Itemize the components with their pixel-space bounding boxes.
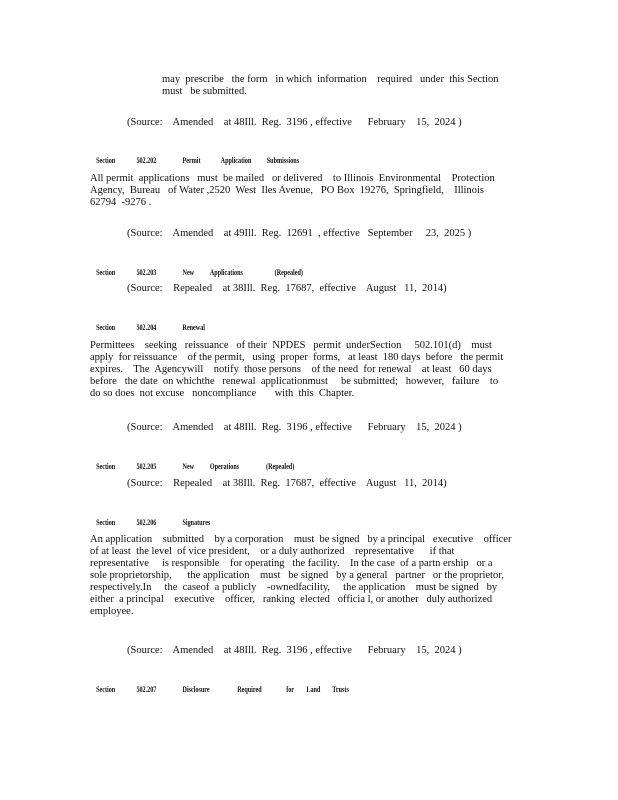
heading-word: Trusts: [332, 684, 349, 694]
heading-word: Submissions: [266, 155, 300, 165]
paragraph-502-204: [90, 340, 520, 400]
text-line: representative is responsible for operating the facility. In the case of a partn ership or a: [90, 558, 493, 569]
text-line: before the date on whichthe renewal applicationmust be submitted; however, failure to: [90, 376, 499, 387]
section-heading-502-204: [90, 312, 205, 342]
section-heading-502-202: [90, 145, 299, 175]
text-line: Permittees seeking reissuance of their NPDES permit underSection 502.101(d) must: [90, 340, 492, 351]
text-line: may prescribe the form in which information required under this Section: [162, 74, 499, 85]
section-word: Section: [96, 267, 116, 277]
section-word: Section: [96, 155, 116, 165]
text-line: expires. The Agencywill notify those persons of the need for renewal at least 60 days: [90, 364, 492, 375]
heading-word: (Repealed): [266, 461, 295, 471]
heading-word: (Repealed): [274, 267, 303, 277]
text-line: sole proprietorship, the application must be signed by a general partner or the proprietor,: [90, 570, 504, 581]
text-line: An application submitted by a corporation must be signed by a principal executive officer: [90, 534, 512, 545]
heading-word: New: [182, 267, 195, 277]
text-line: either a principal executive officer, ranking elected officia l, or another duly authorized: [90, 594, 493, 605]
source-note: (Source: Amended at 48Ill. Reg. 3196 , effective February 15, 2024 ): [127, 117, 462, 128]
section-number: 502.206: [136, 517, 157, 527]
heading-word: Land: [306, 684, 321, 694]
section-number: 502.205: [136, 461, 157, 471]
section-heading-502-207: [90, 674, 349, 704]
section-number: 502.207: [136, 684, 157, 694]
source-note: (Source: Amended at 49Ill. Reg. 12691 , effective September 23, 2025 ): [127, 228, 472, 239]
text-line: respectively.In the caseof a publicly -ownedfacility, the application must be signed by: [90, 582, 498, 593]
section-word: Section: [96, 461, 116, 471]
heading-word: Application: [220, 155, 252, 165]
text-line: must be submitted.: [162, 86, 247, 97]
section-word: Section: [96, 517, 116, 527]
heading-word: Disclosure: [182, 684, 210, 694]
heading-word: Renewal: [182, 322, 205, 332]
continued-paragraph: [162, 74, 512, 98]
text-line: Agency, Bureau of Water ,2520 West Iles Avenue, PO Box 19276, Springfield, Illinois: [90, 185, 484, 196]
paragraph-502-206: [90, 534, 522, 618]
heading-word: Permit: [182, 155, 201, 165]
section-heading-502-206: [90, 507, 210, 537]
text-line: All permit applications must be mailed or delivered to Illinois Environmental Protection: [90, 173, 495, 184]
text-line: of at least the level of vice president, or a duly authorized representative if that: [90, 546, 455, 557]
section-word: Section: [96, 684, 116, 694]
heading-word: Operations: [209, 461, 240, 471]
source-note: (Source: Amended at 48Ill. Reg. 3196 , effective February 15, 2024 ): [127, 645, 462, 656]
section-number: 502.204: [136, 322, 157, 332]
section-word: Section: [96, 322, 116, 332]
source-note: (Source: Amended at 48Ill. Reg. 3196 , effective February 15, 2024 ): [127, 422, 462, 433]
source-note: (Source: Repealed at 38Ill. Reg. 17687, effective August 11, 2014): [127, 478, 447, 489]
heading-word: Applications: [209, 267, 243, 277]
paragraph-502-202: [90, 173, 520, 209]
section-number: 502.202: [136, 155, 157, 165]
heading-word: Required: [237, 684, 262, 694]
section-number: 502.203: [136, 267, 157, 277]
heading-word: Signatures: [182, 517, 211, 527]
heading-word: New: [182, 461, 195, 471]
text-line: employee.: [90, 606, 134, 617]
heading-word: for: [286, 684, 295, 694]
text-line: 62794 -9276 .: [90, 197, 152, 208]
text-line: do so does not excuse noncompliance with this Chapter.: [90, 388, 355, 399]
source-note: (Source: Repealed at 38Ill. Reg. 17687, effective August 11, 2014): [127, 283, 447, 294]
section-heading-502-205: [90, 451, 294, 481]
text-line: apply for reissuance of the permit, using proper forms, at least 180 days before the permit: [90, 352, 504, 363]
